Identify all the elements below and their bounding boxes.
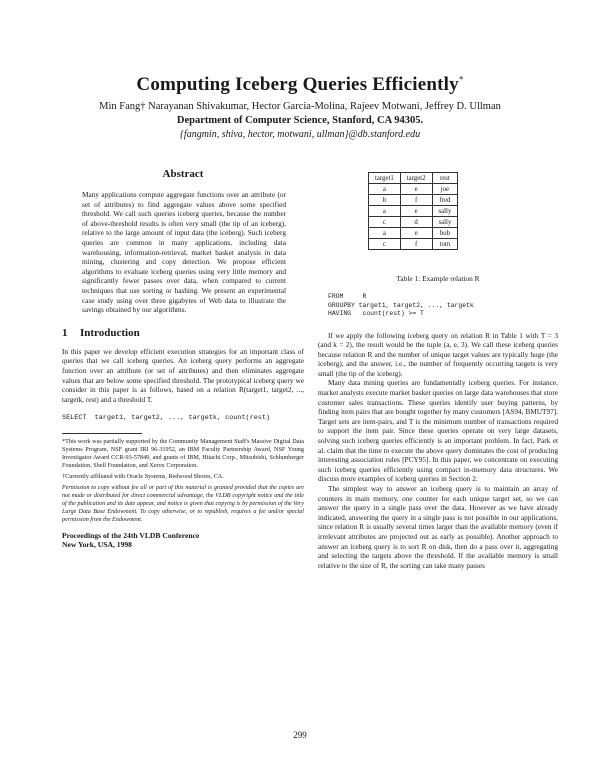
table-cell: e (400, 228, 432, 239)
table-row (369, 239, 458, 250)
table-cell: f (400, 195, 432, 206)
conference-location: New York, USA, 1998 (62, 540, 132, 550)
section-title: Introduction (80, 326, 140, 339)
table-row (369, 217, 458, 228)
table-cell: c (369, 239, 401, 250)
query-code-line: FROM R (328, 293, 367, 300)
right-column (318, 172, 558, 570)
page-number: 299 (293, 730, 307, 740)
table-row (369, 184, 458, 195)
table-cell: fred (432, 195, 458, 206)
table-cell: sally (432, 206, 458, 217)
paper-title (40, 74, 560, 96)
table-row (369, 206, 458, 217)
body-paragraph: The simplest way to answer an iceberg query is to maintain an array of counters in main memory, one counter for each unique target set, so we can answer the query in a single pass over the data. However as we have already indicated, answering the query in a single pass is not possible in our applications, since relation R is usually several times larger than the available memory (even if irrelevant attributes are projected out as early as possible). Another approach to answer an iceberg query is to sort R on disk, then do a pass over it, aggregating and selecting the targets above the threshold. If the available memory is small relative to the size of R, the sorting can take many passes (318, 484, 558, 570)
select-code-line: SELECT target1, target2, ..., targetk, count(rest) (62, 414, 271, 423)
affiliation: Department of Computer Science, Stanford, CA 94305. (176, 115, 424, 126)
footnote-rule (62, 433, 142, 434)
proceedings-line: Proceedings of the 24th VLDB Conference (62, 530, 200, 540)
table-cell: e (400, 184, 432, 195)
table-header-cell: target1 (369, 173, 401, 184)
abstract-text: Many applications compute aggregate functions over an attribute (or set of attributes) to find aggregate values above some specified threshold. We call such queries iceberg queries, because the number of above-threshold results is often very small (the tip of an iceberg), relative to the large amount of input data (the iceberg). Such iceberg queries are common in many applications, including data warehousing, information-retrieval, market basket analysis in data mining, clustering and copy detection. We propose efficient algorithms to evaluate iceberg queries using very little memory and significantly fewer passes over data, when compared to current techniques that use sorting or hashing. We present an experimental case study using over three gigabytes of Web data to illustrate the savings obtained by our algorithms. (82, 190, 286, 315)
table-header-cell: rest (432, 173, 458, 184)
table-cell: a (369, 184, 401, 195)
table-cell: b (369, 195, 401, 206)
table-caption: Table 1: Example relation R (396, 274, 480, 283)
table-cell: e (400, 206, 432, 217)
query-code-line: GROUPBY target1, target2, ..., targetk (328, 301, 474, 309)
table-cell: f (400, 239, 432, 250)
table-header-row (369, 173, 458, 184)
section-number: 1 (62, 326, 68, 339)
table-row (369, 195, 458, 206)
query-code-line: HAVING count(rest) >= T (328, 310, 424, 317)
abstract-heading: Abstract (162, 168, 204, 180)
left-column (62, 168, 304, 550)
table-cell: bob (432, 228, 458, 239)
body-paragraph: If we apply the following iceberg query on relation R in Table 1 with T = 3 (and k = 2), the result would be the tuple (a, e, 3). We call these iceberg queries because relation R and the number of unique target values are typically huge (the iceberg), and the answer, i.e., the number of frequently occurring targets is very small (the tip of the iceberg). (318, 330, 558, 378)
section-heading-introduction (62, 327, 304, 339)
table-cell: c (369, 217, 401, 228)
relation-table (368, 172, 458, 250)
table-cell: sally (432, 217, 458, 228)
query-code (328, 293, 558, 319)
paper-title-text: Computing Iceberg Queries Efficiently (136, 74, 459, 95)
footnote-affiliation: †Currently affiliated with Oracle Systems, Redwood Shores, CA. (62, 473, 224, 481)
footnote-funding: *This work was partially supported by the Community Management Staff's Massive Digital Data Systems Program, NSF grant IRI 96-31952, an IBM Faculty Partnership Award, NSF Young Investigator Award CCR-93-57849, and grants of IBM, Hitachi Corp., Mitsubishi, Schlumberger Foundation, Shell Foundation, and Xerox Corporation. (62, 438, 304, 470)
permission-notice: Permission to copy without fee all or part of this material is granted provided that the copies are not made or distributed for direct commercial advantage, the VLDB copyright notice and the title of the publication and its date appear, and notice is given that copying is by permission of the Very Large Data Base Endowment. To copy otherwise, or to republish, requires a fee and/or special permission from the Endowment. (62, 485, 304, 523)
intro-paragraph: In this paper we develop efficient execution strategies for an important class of queries that we call iceberg queries. An iceberg query performs an aggregate function over an attribute (or set of attributes) and then eliminates aggregate values that are below some specified threshold. The prototypical iceberg query we consider in this paper is as follows, based on a relation R(target1, target2, ..., targetk, rest) and a threshold T. (62, 346, 304, 404)
table-row (369, 228, 458, 239)
title-footnote-mark: * (458, 74, 464, 85)
body-paragraph: Many data mining queries are fundamentally iceberg queries. For instance, market analysts execute market basket queries on large data warehouses that store customer sales transactions. These queries identify user buying patterns, by finding item pairs that are bought together by many customers [AS94, BMUT97]. Target sets are item-pairs, and T is the minimum number of transactions required to support the item pair. Since these queries operate on very large datasets, solving such iceberg queries efficiently is an important problem. In fact, Park et al. claim that the time to execute the above query dominates the cost of producing interesting association rules [PCY95]. In this paper, we concentrate on executing such iceberg queries efficiently using compact in-memory data structures. We discuss more examples of iceberg queries in Section 2. (318, 378, 558, 484)
table-cell: a (369, 228, 401, 239)
table-cell: joe (432, 184, 458, 195)
table-cell: d (400, 217, 432, 228)
author-list: Min Fang† Narayanan Shivakumar, Hector Garcia-Molina, Rajeev Motwani, Jeffrey D. Ullman (99, 101, 501, 112)
table-cell: a (369, 206, 401, 217)
table-header-cell: target2 (400, 173, 432, 184)
table-cell: tom (432, 239, 458, 250)
author-emails: {fangmin, shiva, hector, motwani, ullman}@db.stanford.edu (179, 129, 421, 140)
